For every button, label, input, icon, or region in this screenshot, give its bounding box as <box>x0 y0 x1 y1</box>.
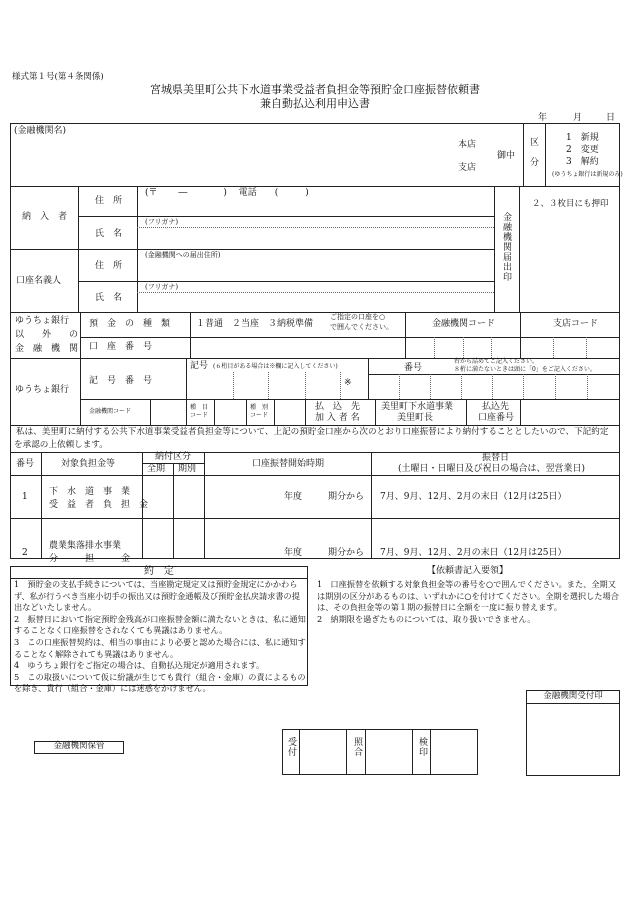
account-number-label: 口 座 番 号 <box>89 342 153 352</box>
row2-target-l2: 分 担 金 <box>49 554 131 564</box>
verified-stamp-field[interactable] <box>366 730 411 774</box>
received-label: 受付 <box>286 737 296 757</box>
agreement-item-5: 5 この取扱いについて仮に紛議が生じても貴行（組合・金庫）の責によるものを除き、貴行（組合・金庫）には迷惑をかけません。 <box>14 671 306 694</box>
inspected-label: 検印 <box>417 737 427 757</box>
yucho-bank-code-label: 金融機関コード <box>89 408 132 415</box>
onchu-label: 御中 <box>497 151 516 161</box>
payee-label-1: 払 込 先 <box>315 402 361 412</box>
bank-stamp-label: 金融機関受付印 <box>543 691 603 701</box>
postal-phone-label: (〒 ― ) 電話 ( ) <box>145 188 309 198</box>
date-day: 日 <box>606 113 616 123</box>
instructions-title: 【依頼書記入要領】 <box>426 566 508 576</box>
seal-note: ２、３枚目にも押印 <box>532 199 609 209</box>
agreement-title: 約 定 <box>144 566 174 577</box>
kubun-change[interactable]: 2 変更 <box>566 145 599 155</box>
holder-name-field[interactable] <box>142 294 490 310</box>
row2-period-cell[interactable] <box>175 520 203 558</box>
row1-number[interactable]: 1 <box>22 492 28 502</box>
shubetsu-code-2: コード <box>250 412 269 419</box>
branch-code-label: 支店コード <box>553 319 599 329</box>
seal-label: 金融機関届出印 <box>501 212 511 282</box>
number-field[interactable] <box>369 375 619 398</box>
payer-address-field[interactable] <box>142 198 490 214</box>
number-note-1: 右から詰めてご記入ください。 <box>454 358 539 365</box>
yucho-label: ゆうちょ銀行 <box>15 385 70 395</box>
account-holder-label: 口座名義人 <box>16 276 62 286</box>
number-label: 番号 <box>404 363 423 373</box>
agreement-item-4: 4 ゆうちょ銀行をご指定の場合は、自動払込規定が適用されます。 <box>14 660 265 671</box>
bank-name-field[interactable] <box>100 135 420 180</box>
row1-target-l2: 受 益 者 負 担 金 <box>49 500 149 510</box>
row1-period-cell[interactable] <box>175 477 203 517</box>
symbol-label: 記号 <box>190 361 209 371</box>
page-subtitle: 兼自動払込利用申込書 <box>260 97 370 110</box>
date-year: 年 <box>538 113 548 123</box>
shiten-label: 支店 <box>458 163 477 173</box>
th-start-time: 口座振替開始時期 <box>252 459 325 469</box>
instructions-items <box>317 579 620 625</box>
other-bank-label-3: 金 融 機 関 <box>15 344 79 354</box>
bank-code-field[interactable] <box>406 339 519 356</box>
honten-label: 本店 <box>458 140 477 150</box>
payee-label-2: 加 入 者 名 <box>315 413 360 423</box>
th-number: 番号 <box>16 459 35 469</box>
row2-nendo: 年度 <box>284 548 303 558</box>
agreement-item-2: 2 振替日において指定預貯金残高が口座振替金額に満たないときは、私に通知することなく口座振替をされなくても異議はありません。 <box>14 613 306 636</box>
instructions-item-2: 2 納期限を過ぎたものについては、取り扱いできません。 <box>317 613 536 624</box>
row2-date: 7月、9月、12月、2月の末日（12月は25日） <box>380 548 567 558</box>
deposit-note-1: ご指定の口座を○ <box>330 313 386 321</box>
row1-kibun: 期分から <box>328 492 365 502</box>
agreement-items <box>14 579 306 695</box>
row2-full-cell[interactable] <box>144 520 172 558</box>
shumoku-code-1: 種 目 <box>190 404 209 411</box>
symbol-note: (６桁目がある場合は※欄に記入してください) <box>213 363 338 370</box>
shubetsu-code-1: 種 別 <box>250 404 269 411</box>
agreement-item-1: 1 預貯金の支払手続きについては、当座勘定規定又は預貯金規定にかかわらず、私が行うべき当座小切手の振出又は預貯金通帳及び預貯金払戻請求書の提出などいたしません。 <box>14 579 300 613</box>
payee-name-2: 美里町長 <box>397 413 434 423</box>
holder-furigana-label: (フリガナ) <box>145 283 179 291</box>
symbol-number-label: 記 号 番 号 <box>89 376 153 386</box>
branch-code-field[interactable] <box>521 339 619 356</box>
account-number-field[interactable] <box>192 339 402 356</box>
kubun-label: 区 分 <box>528 137 538 167</box>
deposit-type-options[interactable]: １普通 ２当座 ３納税準備 <box>196 319 314 329</box>
th-period: 期別 <box>178 464 197 474</box>
payer-label: 納 入 者 <box>22 212 68 222</box>
other-bank-label-1: ゆうちょ銀行 <box>15 316 70 326</box>
symbol-field[interactable] <box>190 374 365 397</box>
verified-label: 照合 <box>352 737 362 757</box>
payee-name-1: 美里町下水道事業 <box>381 402 454 412</box>
kubun-cancel[interactable]: 3 解約 <box>566 157 599 167</box>
kubun-note: (ゆうちょ銀行は新規のみ) <box>552 171 623 178</box>
agreement-item-3: 3 この口座振替契約は、相当の事由により必要と認めた場合には、私に通知することなく解除されても異議はありません。 <box>14 636 306 659</box>
deposit-type-label: 預 金 の 種 類 <box>89 319 171 329</box>
page-title: 宮城県美里町公共下水道事業受益者負担金等預貯金口座振替依頼書 <box>150 83 480 96</box>
row1-nendo: 年度 <box>284 492 303 502</box>
registered-address-label: (金融機関への届出住所) <box>145 251 221 259</box>
instructions-item-1: 1 口座振替を依頼する対象負担金等の番号を○で囲んでください。また、全期又は期別の区分があるものは、いずれかに○を付けてください。全期を選択した場合は、その負担金等の第１期の振替日に全額を一度に振り替えます。 <box>317 579 619 613</box>
holder-name-label: 氏 名 <box>95 293 123 303</box>
storage-label: 金融機関保管 <box>53 741 105 751</box>
number-note-2: ８桁に満たないときは頭に「0」をご記入ください。 <box>454 366 596 373</box>
th-payment-type: 納付区分 <box>155 452 192 462</box>
row2-target-l1: 農業集落排水事業 <box>49 541 122 551</box>
other-bank-label-2: 以 外 の <box>15 330 79 340</box>
bank-code-label: 金融機関コード <box>432 319 496 329</box>
date-month: 月 <box>573 113 583 123</box>
row2-number[interactable]: 2 <box>22 548 28 558</box>
th-transfer-date: 振替日 <box>482 453 510 463</box>
shumoku-code-2: コード <box>190 412 209 419</box>
seal-area[interactable] <box>522 212 618 310</box>
bank-name-label: (金融機関名) <box>14 126 67 136</box>
row1-target-l1: 下 水 道 事 業 <box>49 487 131 497</box>
payee-account-2: 口座番号 <box>478 413 515 423</box>
form-number: 様式第１号(第４条関係) <box>12 72 104 82</box>
row2-kibun: 期分から <box>328 548 365 558</box>
row1-full-cell[interactable] <box>144 477 172 517</box>
th-transfer-note: (土曜日・日曜日及び祝日の場合は、翌営業日) <box>398 464 586 474</box>
payer-address-label: 住 所 <box>95 196 123 206</box>
th-full: 全期 <box>147 464 166 474</box>
kubun-new[interactable]: 1 新規 <box>566 133 599 143</box>
payer-name-label: 氏 名 <box>95 229 123 239</box>
consent-text: 私は、美里町に納付する公共下水道事業受益者負担金等について、上記の預貯金口座から次のとおり口座振替により納付することとしたいので、下記約定を承認の上依頼します。 <box>14 427 609 450</box>
received-stamp-field[interactable] <box>300 730 345 774</box>
payer-furigana-label: (フリガナ) <box>145 218 179 226</box>
row1-date: 7月、9月、12月、2月の末日（12月は25日） <box>380 492 567 502</box>
asterisk-label: ※ <box>344 378 352 388</box>
deposit-note-2: で囲んでください。 <box>330 323 393 331</box>
holder-address-field[interactable] <box>142 261 490 279</box>
inspected-stamp-field[interactable] <box>431 730 477 774</box>
payer-name-field[interactable] <box>142 229 490 247</box>
holder-address-label: 住 所 <box>95 261 123 271</box>
th-target: 対象負担金等 <box>61 459 116 469</box>
payee-account-1: 払込先 <box>482 402 510 412</box>
